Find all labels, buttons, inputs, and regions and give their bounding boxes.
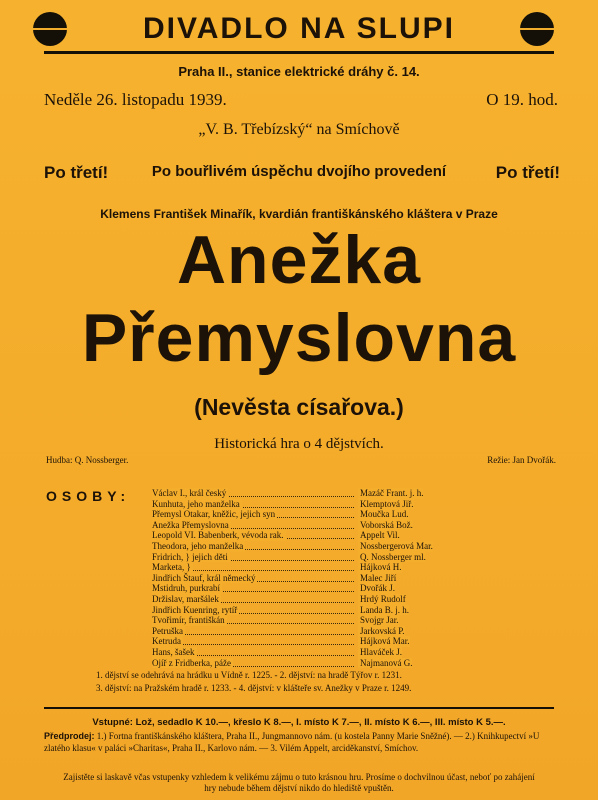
audience-note: Zajistěte si laskavě včas vstupenky vzhledem k velikému zájmu o tuto krásnou hru. Prosíme o dochvilnou účast, neboť po zahájení hry nebude během dějství nikdo do hlediště vpuštěn. [63,772,535,793]
cast-role: Jindřich Kuenring, rytíř [152,604,238,615]
event-venue: „V. B. Třebízský“ na Smíchově [198,121,400,138]
event-time: O 19. hod. [486,90,558,109]
play-title-line1: Anežka [176,222,422,298]
ticket-prices: Vstupné: Lož, sedadlo K 10.—, křeslo K 8.—, I. místo K 7.—, II. místo K 6.—, III. místo K 5.—. [92,717,506,728]
again-label-right: Po třetí! [495,163,560,182]
cast-actor: Nossbergerová Mar. [360,540,433,551]
cast-row [152,573,482,584]
cast-actor: Hrdý Rudolf [360,593,406,604]
presale-label: Předprodej: [44,731,95,741]
cast-role: Leopold VI. Babenberk, vévoda rak. [152,530,284,541]
cast-role: Anežka Přemyslovna [152,519,229,530]
cast-role: Hans, šašek [152,646,195,657]
director-credit: Režie: Jan Dvořák. [487,455,556,465]
music-credit: Hudba: Q. Nossberger. [46,455,129,465]
cast-role: Přemysl Otakar, kněžic, jejich syn [152,509,276,520]
acts-line-2: 3. dějství: na Pražském hradě r. 1233. - 4. dějství: v klášteře sv. Anežky v Praze r. 1249. [96,683,412,693]
cast-actor: Klemptová Jiř. [360,498,414,509]
cast-row [152,499,482,510]
cast-actor: Najmanová G. [360,657,413,668]
cast-role: Tvořimír, františkán [152,615,225,626]
cast-actor: Hlaváček J. [360,646,402,657]
cast-row [152,509,482,520]
play-genre: Historická hra o 4 dějstvích. [214,436,384,452]
cast-role: Mstidruh, purkrabí [152,583,220,594]
acts-line-1: 1. dějství se odehrává na hrádku u Vídně r. 1225. - 2. dějství: na hradě Týřov r. 1231. [96,670,402,680]
cast-row [152,626,482,637]
cast-row [152,658,482,669]
cast-actor: Hájková Mar. [360,636,410,647]
cast-row [152,530,482,541]
cast-role: Ketruda [152,636,181,647]
cast-role: Marketa, } [152,562,191,573]
presale-text: 1.) Fortna františkánského kláštera, Praha II., Jungmannovo nám. (u kostela Panny Marie Sněžné). — 2.) Knihkupectví »U zlatého klasu« v paláci »Charitas«, Praha II., Karlovo nám. — 3. Vilém Appelt, arciděkanství, Smíchov. [44,731,540,753]
cast-actor: Moučka Lud. [360,509,409,520]
cast-actor: Malec Jiří [360,572,397,583]
cast-row [152,583,482,594]
play-subtitle: (Nevěsta císařova.) [194,394,404,420]
cast-role: Držislav, maršálek [152,593,219,604]
cast-row [152,615,482,626]
cast-row [152,520,482,531]
cast-role: Theodora, jeho manželka [152,540,244,551]
footer-rule [44,707,554,709]
event-date: Neděle 26. listopadu 1939. [44,90,227,109]
play-title-line2: Přemyslovna [81,300,517,376]
cast-row [152,562,482,573]
cast-role: Václav I., král český [152,488,227,498]
cast-row [152,541,482,552]
cast-role: Fridrich, } jejich děti [152,551,228,562]
cast-row [152,636,482,647]
cast-actor: Appelt Vil. [360,530,400,541]
cast-role: Ojíř z Fridberka, páže [152,657,231,668]
cast-actor: Voborská Bož. [360,519,413,530]
cast-actor: Hájková H. [360,562,402,573]
cast-list [152,488,482,668]
cast-actor: Q. Nossberger ml. [360,551,426,562]
theatre-name: DIVADLO NA SLUPI [142,12,455,45]
cast-row [152,594,482,605]
cast-actor: Mazáč Frant. j. h. [360,488,424,498]
cast-row [152,605,482,616]
success-note: Po bouřlivém úspěchu dvojího provedení [151,163,447,180]
play-author: Klemens František Minařík, kvardián františkánského kláštera v Praze [100,207,498,221]
again-label-left: Po třetí! [44,163,109,182]
cast-role: Petruška [152,625,183,636]
cast-actor: Landa B. j. h. [360,604,409,615]
cast-actor: Jarkovská P. [360,625,405,636]
cast-heading: OSOBY: [46,488,131,504]
header-rule [44,51,554,54]
cast-row [152,488,482,499]
cast-actor: Dvořák J. [360,583,395,594]
presale-info [44,730,566,754]
theatre-address: Praha II., stanice elektrické dráhy č. 14. [178,64,420,79]
cast-row [152,647,482,658]
cast-actor: Svojgr Jar. [360,615,399,626]
cast-role: Jindřich Štauf, král německý [152,572,256,583]
cast-role: Kunhuta, jeho manželka [152,498,240,509]
cast-row [152,552,482,563]
